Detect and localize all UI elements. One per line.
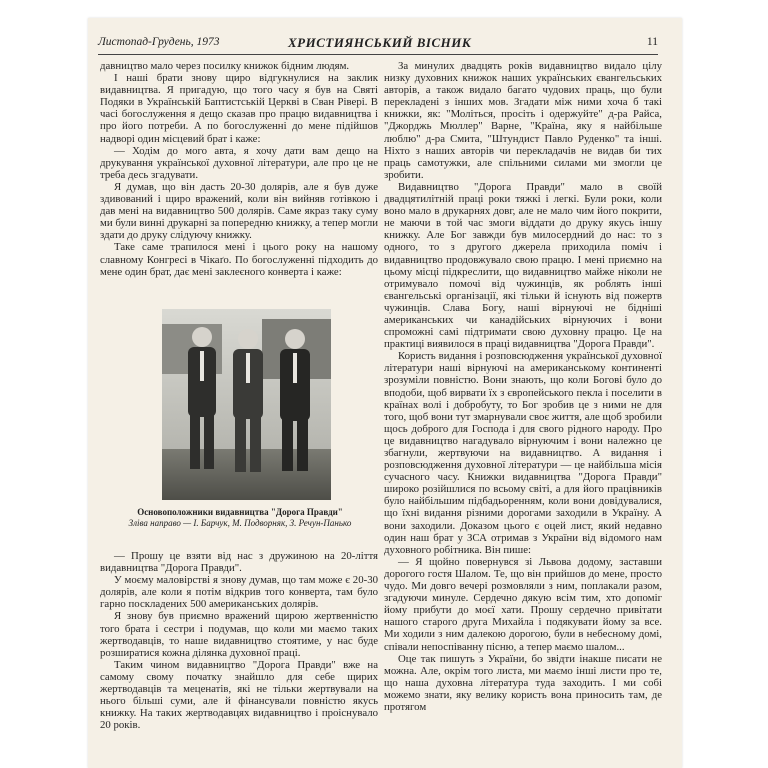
paragraph: давництво мало через посилку книжок бідним людям. xyxy=(100,60,350,72)
caption-title: Основоположники видавництва "Дорога Правди" xyxy=(137,507,343,517)
journal-title: ХРИСТИЯНСЬКИЙ ВІСНИК xyxy=(288,35,472,50)
paragraph: Видавництво "Дорога Правди" мало в своїй двадцятилітній праці роки тяжкі і легкі. Були роки, коли воно мало в друкарнях довг, але не мало чим його покрити, не маючи в той час змоги віддати до друку якусь іншу книжку. Але Бог завжди був милосердний до нас: то з одного, то з другого джерела приходила поміч і видавництво продовжувало свою працю. І мені приємно на цьому місці підкреслити, що видавництво майже ніколи не отримувало помочі від чужинців, як роблять інші євангельські організації, які тільки й існують від пожертв чужинців. Слава Богу, наші вірнуючі не бідніші американських чи канадійських вірнуючих і вони спроможні самі підтримати свою духовну працю. Це на практиці виявилося в праці видавництва "Дорога Правди". xyxy=(384,180,662,351)
caption-names: Зліва направо — І. Барчук, М. Подворняк, З. Речун-Панько xyxy=(128,518,352,528)
photo-caption xyxy=(100,507,380,529)
header-rule xyxy=(98,54,658,55)
founders-photo xyxy=(162,309,331,500)
founders-photo-image xyxy=(162,309,331,500)
paragraph: І наші брати знову щиро відгукнулися на заклик видавництва. Я пригадую, що того часу я був на Святі Подяки в Українській Баптистській Церкві в Сван Рівері. В часі богослуження я дещо сказав про працю видавництва і про його потреби. А по богослуженні до мене підійшов надворі один місцевий брат і каже: xyxy=(100,72,378,145)
left-column-lower xyxy=(100,550,378,731)
page-number: 11 xyxy=(646,36,658,48)
left-column xyxy=(100,60,378,278)
paragraph: Я думав, що він дасть 20-30 долярів, але я був дуже здивований і щиро вражений, коли він вийняв готівкою і дав мені на видавництво 500 долярів. Саме якраз таку суму ми були винні друкарні за попередню книжку, а тепер могли здати до друку слідуючу книжку. xyxy=(100,180,378,242)
paragraph: — Я щойно повернувся зі Львова додому, заставши дорогого гостя Шалом. Те, що він прийшов до мене, просто чудо. Ми довго вечері розмовляли з ним, поплакали разом, згадуючи минуле. Сердечно дякую всім тим, хто допоміг йому прибути до моєї хати. Прошу сердечно привітати нашого старого друга Михайла і подякувати йому за все. Ми ходили з ним далекою дорогою, були в небесному домі, співали непоспіванну пісню, а тепер маємо шалом... xyxy=(384,555,662,653)
paragraph: Таке саме трапилося мені і цього року на нашому славному Конгресі в Чікаґо. По богослуженні підходить до мене один брат, дає мені заклеєного конверта і каже: xyxy=(100,241,378,278)
paragraph: Оце так пишуть з України, бо звідти інакше писати не можна. Але, окрім того листа, ми маємо інші листи про те, що наша духовна література туда заходить. І ми собі можемо знати, яку велику користь вона приносить там, де протягом xyxy=(384,652,662,713)
issue-date: Листопад-Грудень, 1973 xyxy=(98,36,220,48)
paragraph: Користь видання і розповсюдження української духовної літератури наші вірнуючі на американському континенті зрозуміли повністю. Вони знають, що коли Богові було до вподоби, щоб вирвати їх з європейського пекла і поселити в країнах волі і добробуту, то Бог зробив це з ними не для того, щоб вони тут змарнували своє життя, але щоб зробили щось доброго для Господа і для свого рідного народу. Про це видавництво нагадувало вірнуючим і вони належно це збагнули, жертвуючи на видавництво. А видання і розповсюдження духовної літератури — це найбільша місія сучасного часу. Книжки видавництва "Дорога Правди" широко розійшлися по всьому світі, а для його працівників було найбільшим підбадьоренням, коли вони довідувалися, що їхні видання різними дорогами заходили в Україну. А вони заходили. Доказом цього є оцей лист, який недавно один наш брат у ЗСА отримав з України від відомого нам духовного робітника. Він пише: xyxy=(384,350,662,556)
paragraph: — Ходім до мого авта, я хочу дати вам дещо на друкування української духовної літератури, але про це не треба десь згадувати. xyxy=(100,144,378,181)
paragraph: — Прошу це взяти від нас з дружиною на 20-ліття видавництва "Дорога Правди". xyxy=(100,550,378,575)
paragraph: Таким чином видавництво "Дорога Правди" вже на самому свому початку знайшло для себе щирих жертводавців та меценатів, які не тільки жертвували на нього більші суми, але й фінансували повністю якусь книжку. На таких жертводавцях видавництво і проіснувало 20 років. xyxy=(100,658,378,732)
right-column xyxy=(384,60,662,713)
paragraph: У моєму маловірстві я знову думав, що там може є 20-30 долярів, але коли я потім відкрив того конверта, там було гарно поскладених 500 американських долярів. xyxy=(100,574,378,611)
paragraph: Я знову був приємно вражений щирою жертвенністю того брата і сестри і подумав, що коли ми маємо таких жертводавців, то наше видавництво стоятиме, у нас буде розширатися кожна ділянка духовної праці. xyxy=(100,610,378,659)
paragraph: За минулих двадцять років видавництво видало цілу низку духовних книжок наших українських євангельських авторів, а також видало багато чудових праць, що були перекладені з інших мов. Згадати між ними хоча б такі книжки, як: "Моліться, просіть і одержуйте" д-ра Райса, "Джорджь Мюллер" Варне, "Країна, яку я найбільше люблю" д-ра Смита, "Штундист Павло Руденко" та інші. Ніхто з наших авторів чи перекладачів не видав би тих праць самотужки, але спільними силами ми змогли це зробити. xyxy=(384,60,662,181)
page-header xyxy=(98,34,664,54)
